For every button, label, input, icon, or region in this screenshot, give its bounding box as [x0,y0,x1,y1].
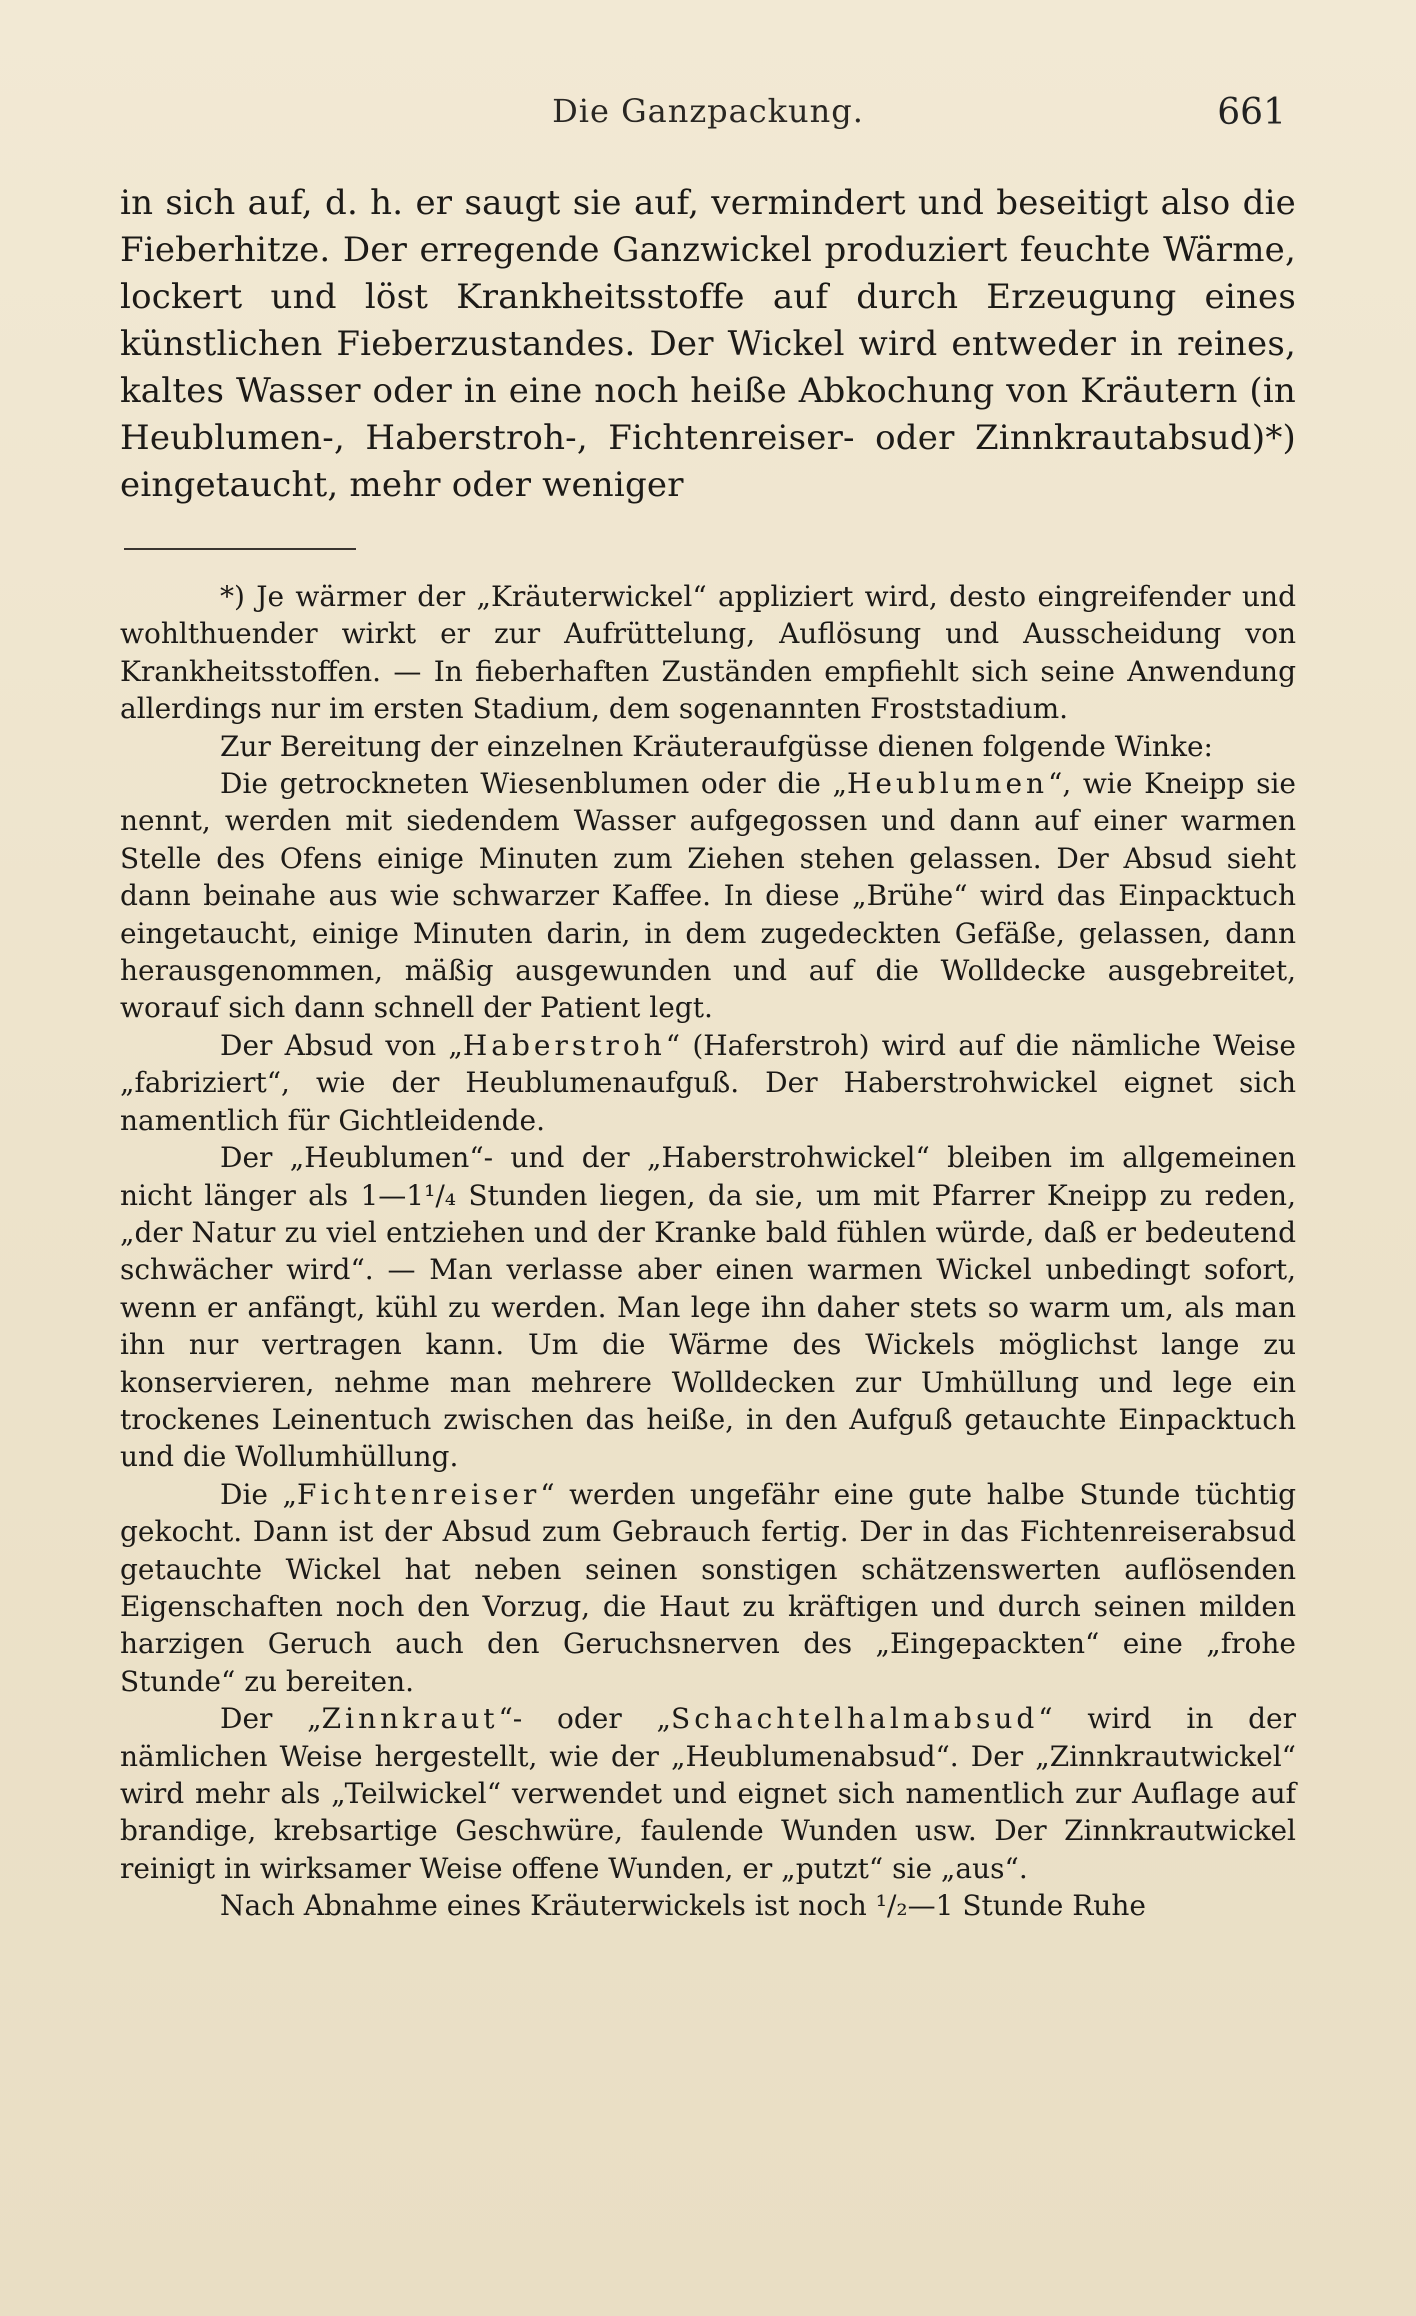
paragraph-7-start: Der „ [220,1702,322,1736]
footnote-paragraph-4 [120,1027,1296,1139]
page-number: 661 [1217,92,1286,133]
spaced-term-schachtelhalmabsud: Schachtelhalmabsud [671,1702,1039,1736]
paragraph-7-middle: “- oder „ [498,1702,672,1736]
spaced-term-haberstroh: Haberstroh [462,1028,666,1062]
paragraph-6-rest: “ werden ungefähr eine gute halbe Stunde tüchtig gekocht. Dann ist der Absud zum Gebrauch fertig. Der in das Fichtenreiserabsud getauchte Wickel hat neben seinen sonstigen schätzenswerten auflösenden Eigenschaften noch den Vorzug, die Haut zu kräftigen und durch seinen milden harzigen Geruch auch den Geruchsnerven des „Eingepackten“ eine „frohe Stunde“ zu bereiten. [120,1477,1296,1698]
paragraph-3-rest: “, wie Kneipp sie nennt, werden mit siedendem Wasser aufgegossen und dann auf einer warmen Stelle des Ofens einige Minuten zum Ziehen stehen gelassen. Der Absud sieht dann beinahe aus wie schwarzer Kaffee. In diese „Brühe“ wird das Einpacktuch eingetaucht, einige Minuten darin, in dem zugedeckten Gefäße, gelassen, dann herausgenommen, mäßig ausgewunden und auf die Wolldecke ausgebreitet, worauf sich dann schnell der Patient legt. [120,767,1296,1025]
footnote-paragraph-8: Nach Abnahme eines Kräuterwickels ist noch ¹/₂—1 Stunde Ruhe [220,1889,1146,1923]
paragraph-4-rest: “ (Haferstroh) wird auf die nämliche Weise „fabriziert“, wie der Heublumenaufguß. Der Haberstrohwickel eignet sich namentlich für Gichtleidende. [120,1028,1297,1137]
spaced-term-zinnkraut: Zinnkraut [321,1702,499,1736]
footnote-marker: *) [220,580,245,613]
running-title: Die Ganzpackung. [552,92,864,130]
paragraph-7-rest: “ wird in der nämlichen Weise hergestellt, wie der „Heublumenabsud“. Der „Zinnkrautwickel“ wird mehr als „Teilwickel“ verwendet und eignet sich namentlich zur Auflage auf brandige, krebsartige Geschwüre, faulende Wunden usw. Der Zinnkrautwickel reinigt in wirksamer Weise offene Wunden, er „putzt“ sie „aus“. [120,1702,1296,1885]
footnote-paragraph-7 [120,1700,1296,1887]
footnote-paragraph-5: Der „Heublumen“- und der „Haberstrohwickel“ bleiben im allgemeinen nicht länger als 1—1¹/₄ Stunden liegen, da sie, um mit Pfarrer Kneipp zu reden, „der Natur zu viel entziehen und der Kranke bald fühlen würde, daß er bedeutend schwächer wird“. — Man verlasse aber einen warmen Wickel unbedingt sofort, wenn er anfängt, kühl zu werden. Man lege ihn daher stets so warm um, als man ihn nur vertragen kann. Um die Wärme des Wickels möglichst lange zu konservieren, nehme man mehrere Wolldecken zur Umhüllung und lege ein trockenes Leinentuch zwischen das heiße, in den Aufguß getauchte Einpacktuch und die Wollumhüllung. [120,1141,1296,1474]
main-text-block [120,180,1296,509]
main-paragraph: in sich auf, d. h. er saugt sie auf, vermindert und beseitigt also die Fieberhitze. Der erregende Ganzwickel produziert feuchte Wärme, lockert und löst Krankheitsstoffe auf durch Erzeugung eines künstlichen Fieberzustandes. Der Wickel wird entweder in reines, kaltes Wasser oder in eine noch heiße Abkochung von Kräutern (in Heublumen-, Haberstroh-, Fichtenreiser- oder Zinnkrautabsud)*) eingetaucht, mehr oder weniger [120,183,1296,505]
footnote-paragraph-1 [120,578,1296,728]
footnote-block [120,578,1296,1925]
footnote-separator [124,548,356,550]
footnote-paragraph-2: Zur Bereitung der einzelnen Kräuteraufgüsse dienen folgende Winke: [220,729,1213,763]
footnote-paragraph-3 [120,765,1296,1027]
footnote-paragraph-6 [120,1476,1296,1700]
footnote-text-1: Je wärmer der „Kräuterwickel“ appliziert wird, desto eingreifender und wohlthuender wirkt er zur Aufrüttelung, Auflösung und Ausscheidung von Krankheitsstoffen. — In fieberhaften Zuständen empfiehlt sich seine Anwendung allerdings nur im ersten Stadium, dem sogenannten Froststadium. [120,580,1297,726]
page-header [120,92,1296,142]
paragraph-6-start: Die „ [220,1477,298,1511]
paragraph-4-start: Der Absud von „ [220,1028,463,1062]
spaced-term-heublumen: Heublumen [846,767,1049,801]
paragraph-3-start: Die getrockneten Wiesenblumen oder die „ [220,767,847,801]
spaced-term-fichtenreiser: Fichtenreiser [297,1477,541,1511]
